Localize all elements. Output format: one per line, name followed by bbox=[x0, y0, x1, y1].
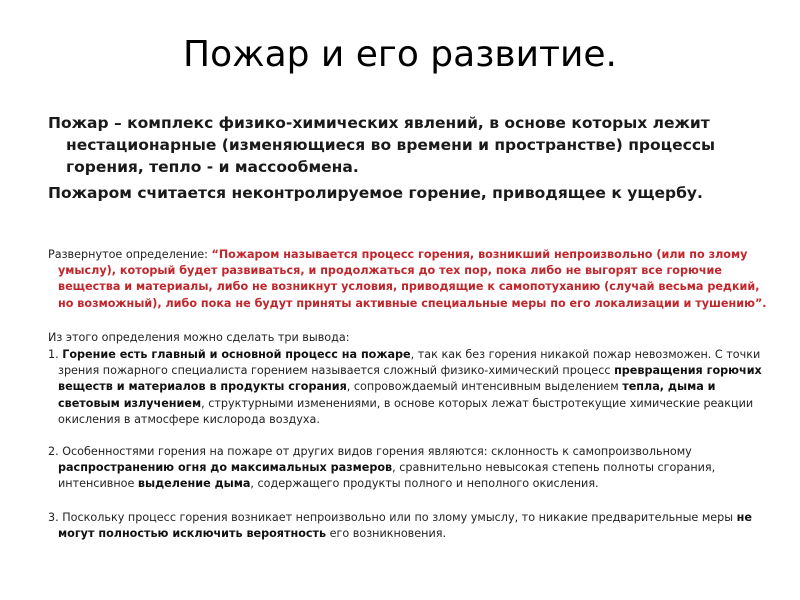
extended-definition-label: Развернутое определение: bbox=[48, 248, 212, 261]
extended-definition-text: “Пожаром называется процесс горения, возникший непроизвольно (или по злому умыслу), который будет развиваться, и продолжаться до тех пор, пока либо не выгорят все горючие вещества и материалы, либо не возникнут условия, приводящие к самопотуханию (случай весьма редкий, но возможный), либо пока не будут приняты активные специальные меры по его локализации и тушению”. bbox=[58, 248, 767, 310]
conclusion-2-bold-2: выделение дыма bbox=[137, 477, 251, 491]
conclusion-2-text-3: , содержащего продукты полного и неполного окисления. bbox=[250, 477, 599, 491]
conclusion-3-text-1: 3. Поскольку процесс горения возникает непроизвольно или по злому умыслу, то никакие предварительные меры bbox=[48, 511, 737, 524]
conclusion-3 bbox=[48, 510, 770, 542]
conclusion-1-text-1: , так как без горения никакой пожар невозможен. С точки зрения пожарного специалиста горением называется сложный физико-химический процесс bbox=[58, 348, 761, 378]
conclusion-1-number: 1. bbox=[48, 348, 63, 361]
extended-definition bbox=[48, 247, 770, 312]
conclusion-3-text-2: его возникновения. bbox=[326, 527, 447, 541]
conclusion-2-text-1: 2. Особенностями горения на пожаре от других видов горения являются: склонность к самопроизвольному bbox=[48, 445, 692, 458]
conclusion-1-text-3: , структурными изменениями, в основе которых лежат быстротекущие химические реакции окисления в атмосфере кислорода воздуха. bbox=[58, 396, 754, 426]
conclusion-1-bold-3: тепла, дыма и световым излучением bbox=[58, 380, 716, 410]
conclusion-1-bold-1: Горение есть главный и основной процесс на пожаре bbox=[62, 348, 411, 361]
conclusions-intro: Из этого определения можно сделать три вывода: bbox=[48, 331, 350, 344]
slide-title: Пожар и его развитие. bbox=[183, 34, 617, 75]
fire-definition-damage: Пожаром считается неконтролируемое горение, приводящее к ущербу. bbox=[48, 184, 703, 202]
fire-definition-short: Пожар – комплекс физико-химических явлений, в основе которых лежит нестационарные (изменяющиеся во времени и пространстве) процессы горения, тепло - и массообмена. bbox=[48, 114, 716, 176]
conclusion-3-bold-1: не могут полностью исключить вероятность bbox=[58, 511, 752, 541]
conclusion-1 bbox=[48, 347, 770, 428]
conclusion-2 bbox=[48, 444, 770, 493]
conclusion-2-text-2: , сравнительно невысокая степень полноты сгорания, интенсивное bbox=[58, 461, 716, 491]
conclusion-1-bold-2: превращения горючих веществ и материалов в продукты сгорания bbox=[58, 364, 762, 394]
conclusion-2-bold-1: распространению огня до максимальных размеров bbox=[58, 461, 393, 475]
conclusion-1-text-2: , сопровождаемый интенсивным выделением bbox=[346, 380, 623, 394]
